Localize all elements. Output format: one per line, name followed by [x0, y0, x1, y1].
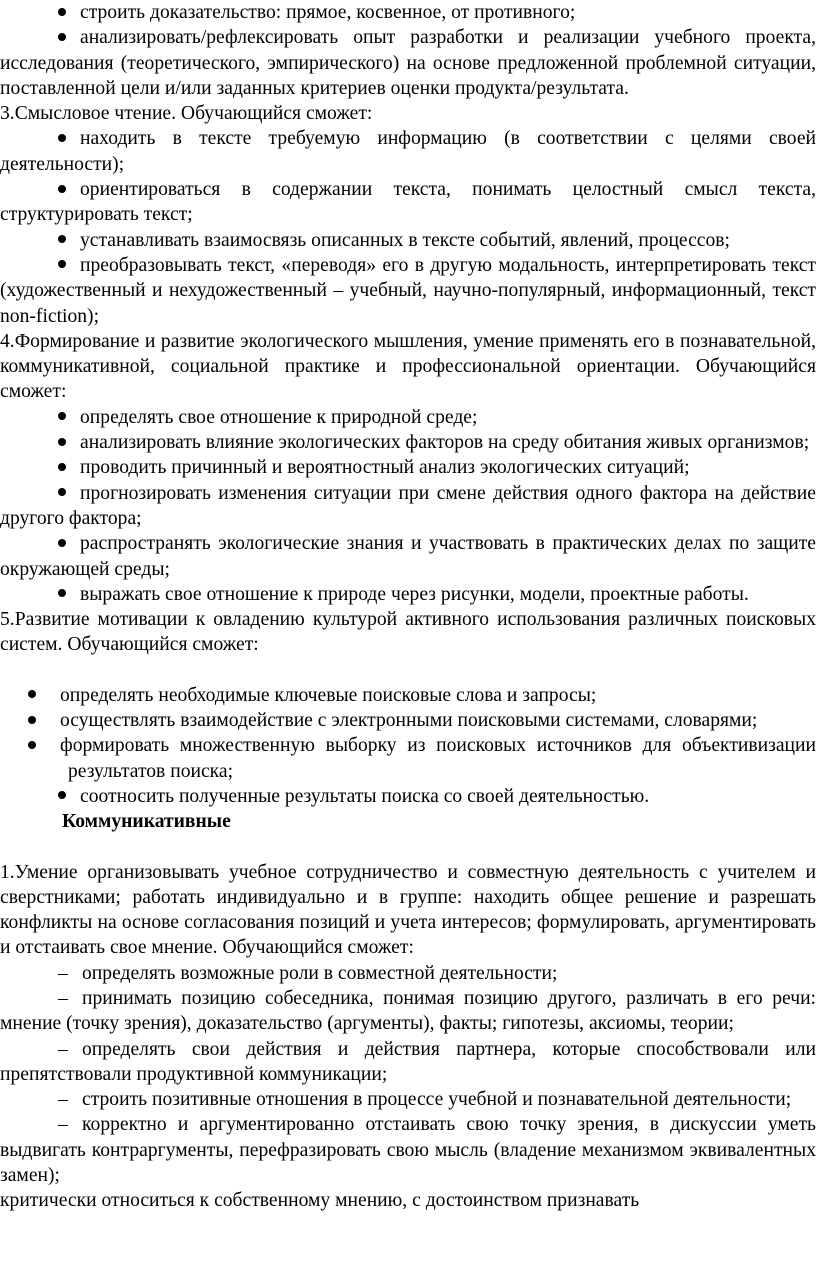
item-text: проводить причинный и вероятностный анализ экологических ситуаций;	[80, 457, 690, 479]
bullet-dot-icon	[28, 690, 36, 698]
bullet-item	[0, 708, 816, 733]
bullet-item	[0, 405, 816, 430]
item-text: Коммуникативные	[62, 811, 231, 833]
bullet-dot-icon	[58, 33, 66, 41]
item-text: 3.Смысловое чтение. Обучающийся сможет:	[0, 103, 373, 125]
bullet-item	[0, 733, 816, 784]
paragraph	[0, 1188, 816, 1213]
item-text: распространять экологические знания и участвовать в практических делах по защите окружающей среды;	[0, 533, 816, 580]
bullet-item	[0, 784, 816, 809]
dash-item	[0, 961, 816, 986]
paragraph	[0, 607, 816, 658]
bullet-dot-icon	[58, 134, 66, 142]
dash-item	[0, 1087, 816, 1112]
bullet-dot-icon	[58, 185, 66, 193]
item-text: формировать множественную выборку из поисковых источников для объективизации результатов поиска;	[60, 735, 816, 782]
paragraph	[0, 329, 816, 405]
bullet-dot-icon	[58, 463, 66, 471]
item-text: устанавливать взаимосвязь описанных в тексте событий, явлений, процессов;	[80, 229, 730, 251]
item-text: определять необходимые ключевые поисковые слова и запросы;	[60, 684, 597, 706]
paragraph	[0, 860, 816, 961]
item-text: ориентироваться в содержании текста, понимать целостный смысл текста, структурировать текст;	[0, 179, 816, 226]
item-text: корректно и аргументированно отстаивать свою точку зрения, в дискуссии уметь выдвигать контраргументы, перефразировать свою мысль (владение механизмом эквивалентных замен);	[0, 1114, 816, 1187]
spacer	[0, 658, 816, 683]
dash-item	[0, 1037, 816, 1088]
spacer	[0, 835, 816, 860]
item-text: 4.Формирование и развитие экологического мышления, умение применять его в познавательной, коммуникативной, социальной практике и профессиональной ориентации. Обучающийся сможет:	[0, 330, 816, 403]
bullet-dot-icon	[58, 235, 66, 243]
bullet-dot-icon	[58, 589, 66, 597]
item-text: преобразовывать текст, «переводя» его в другую модальность, интерпретировать текст (художественный и нехудожественный – учебный, научно-популярный, информационный, текст non-fiction);	[0, 254, 816, 327]
bullet-item	[0, 531, 816, 582]
paragraph	[0, 101, 816, 126]
dash-icon: –	[58, 1114, 68, 1136]
bullet-item	[0, 0, 816, 25]
bullet-dot-icon	[58, 791, 66, 799]
item-text: анализировать/рефлексировать опыт разработки и реализации учебного проекта, исследования (теоретического, эмпирического) на основе предложенной проблемной ситуации, поставленной цели и/или заданных критериев оценки продукта/результата.	[0, 27, 816, 99]
bullet-item	[0, 430, 816, 455]
item-text: определять возможные роли в совместной деятельности;	[82, 962, 558, 984]
bullet-dot-icon	[58, 539, 66, 547]
bullet-item	[0, 455, 816, 480]
item-text: 1.Умение организовывать учебное сотрудничество и совместную деятельность с учителем и сверстниками; работать индивидуально и в группе: находить общее решение и разрешать конфликты на основе согласования позиций и учета интересов; формулировать, аргументировать и отстаивать свое мнение. Обучающийся сможет:	[0, 861, 816, 959]
item-text: принимать позицию собеседника, понимая позицию другого, различать в его речи: мнение (точку зрения), доказательство (аргументы), факты; гипотезы, аксиомы, теории;	[0, 987, 816, 1035]
bullet-item	[0, 582, 816, 607]
bullet-item	[0, 683, 816, 708]
dash-icon: –	[58, 1089, 68, 1111]
item-text: определять свое отношение к природной среде;	[80, 406, 478, 428]
bullet-dot-icon	[58, 438, 66, 446]
bullet-item	[0, 177, 816, 228]
item-text: строить позитивные отношения в процессе учебной и познавательной деятельности;	[82, 1089, 792, 1111]
item-text: находить в тексте требуемую информацию (в соответствии с целями своей деятельности);	[0, 128, 816, 175]
bullet-dot-icon	[28, 716, 36, 724]
item-text: соотносить полученные результаты поиска со своей деятельностью.	[80, 785, 650, 807]
bullet-dot-icon	[58, 8, 66, 16]
dash-icon: –	[58, 1038, 68, 1060]
dash-item	[0, 986, 816, 1037]
bullet-item	[0, 228, 816, 253]
item-text: строить доказательство: прямое, косвенное, от противного;	[80, 2, 576, 23]
bullet-dot-icon	[58, 260, 66, 268]
item-text: критически относиться к собственному мнению, с достоинством признавать	[0, 1190, 640, 1212]
bullet-dot-icon	[58, 412, 66, 420]
bullet-dot-icon	[58, 488, 66, 496]
dash-icon: –	[58, 962, 68, 984]
item-text: осуществлять взаимодействие с электронными поисковыми системами, словарями;	[60, 710, 758, 732]
bullet-dot-icon	[28, 741, 36, 749]
bullet-item	[0, 25, 816, 101]
item-text: 5.Развитие мотивации к овладению культурой активного использования различных поисковых систем. Обучающийся сможет:	[0, 609, 816, 656]
bullet-item	[0, 253, 816, 329]
dash-item	[0, 1112, 816, 1188]
item-text: прогнозировать изменения ситуации при смене действия одного фактора на действие другого фактора;	[0, 482, 816, 529]
bullet-item	[0, 481, 816, 532]
item-text: определять свои действия и действия партнера, которые способствовали или препятствовали продуктивной коммуникации;	[0, 1038, 816, 1085]
section-heading	[0, 809, 816, 834]
dash-icon: –	[58, 987, 68, 1009]
bullet-item	[0, 126, 816, 177]
item-text: выражать свое отношение к природе через рисунки, модели, проектные работы.	[80, 583, 749, 605]
item-text: анализировать влияние экологических факторов на среду обитания живых организмов;	[80, 432, 810, 454]
